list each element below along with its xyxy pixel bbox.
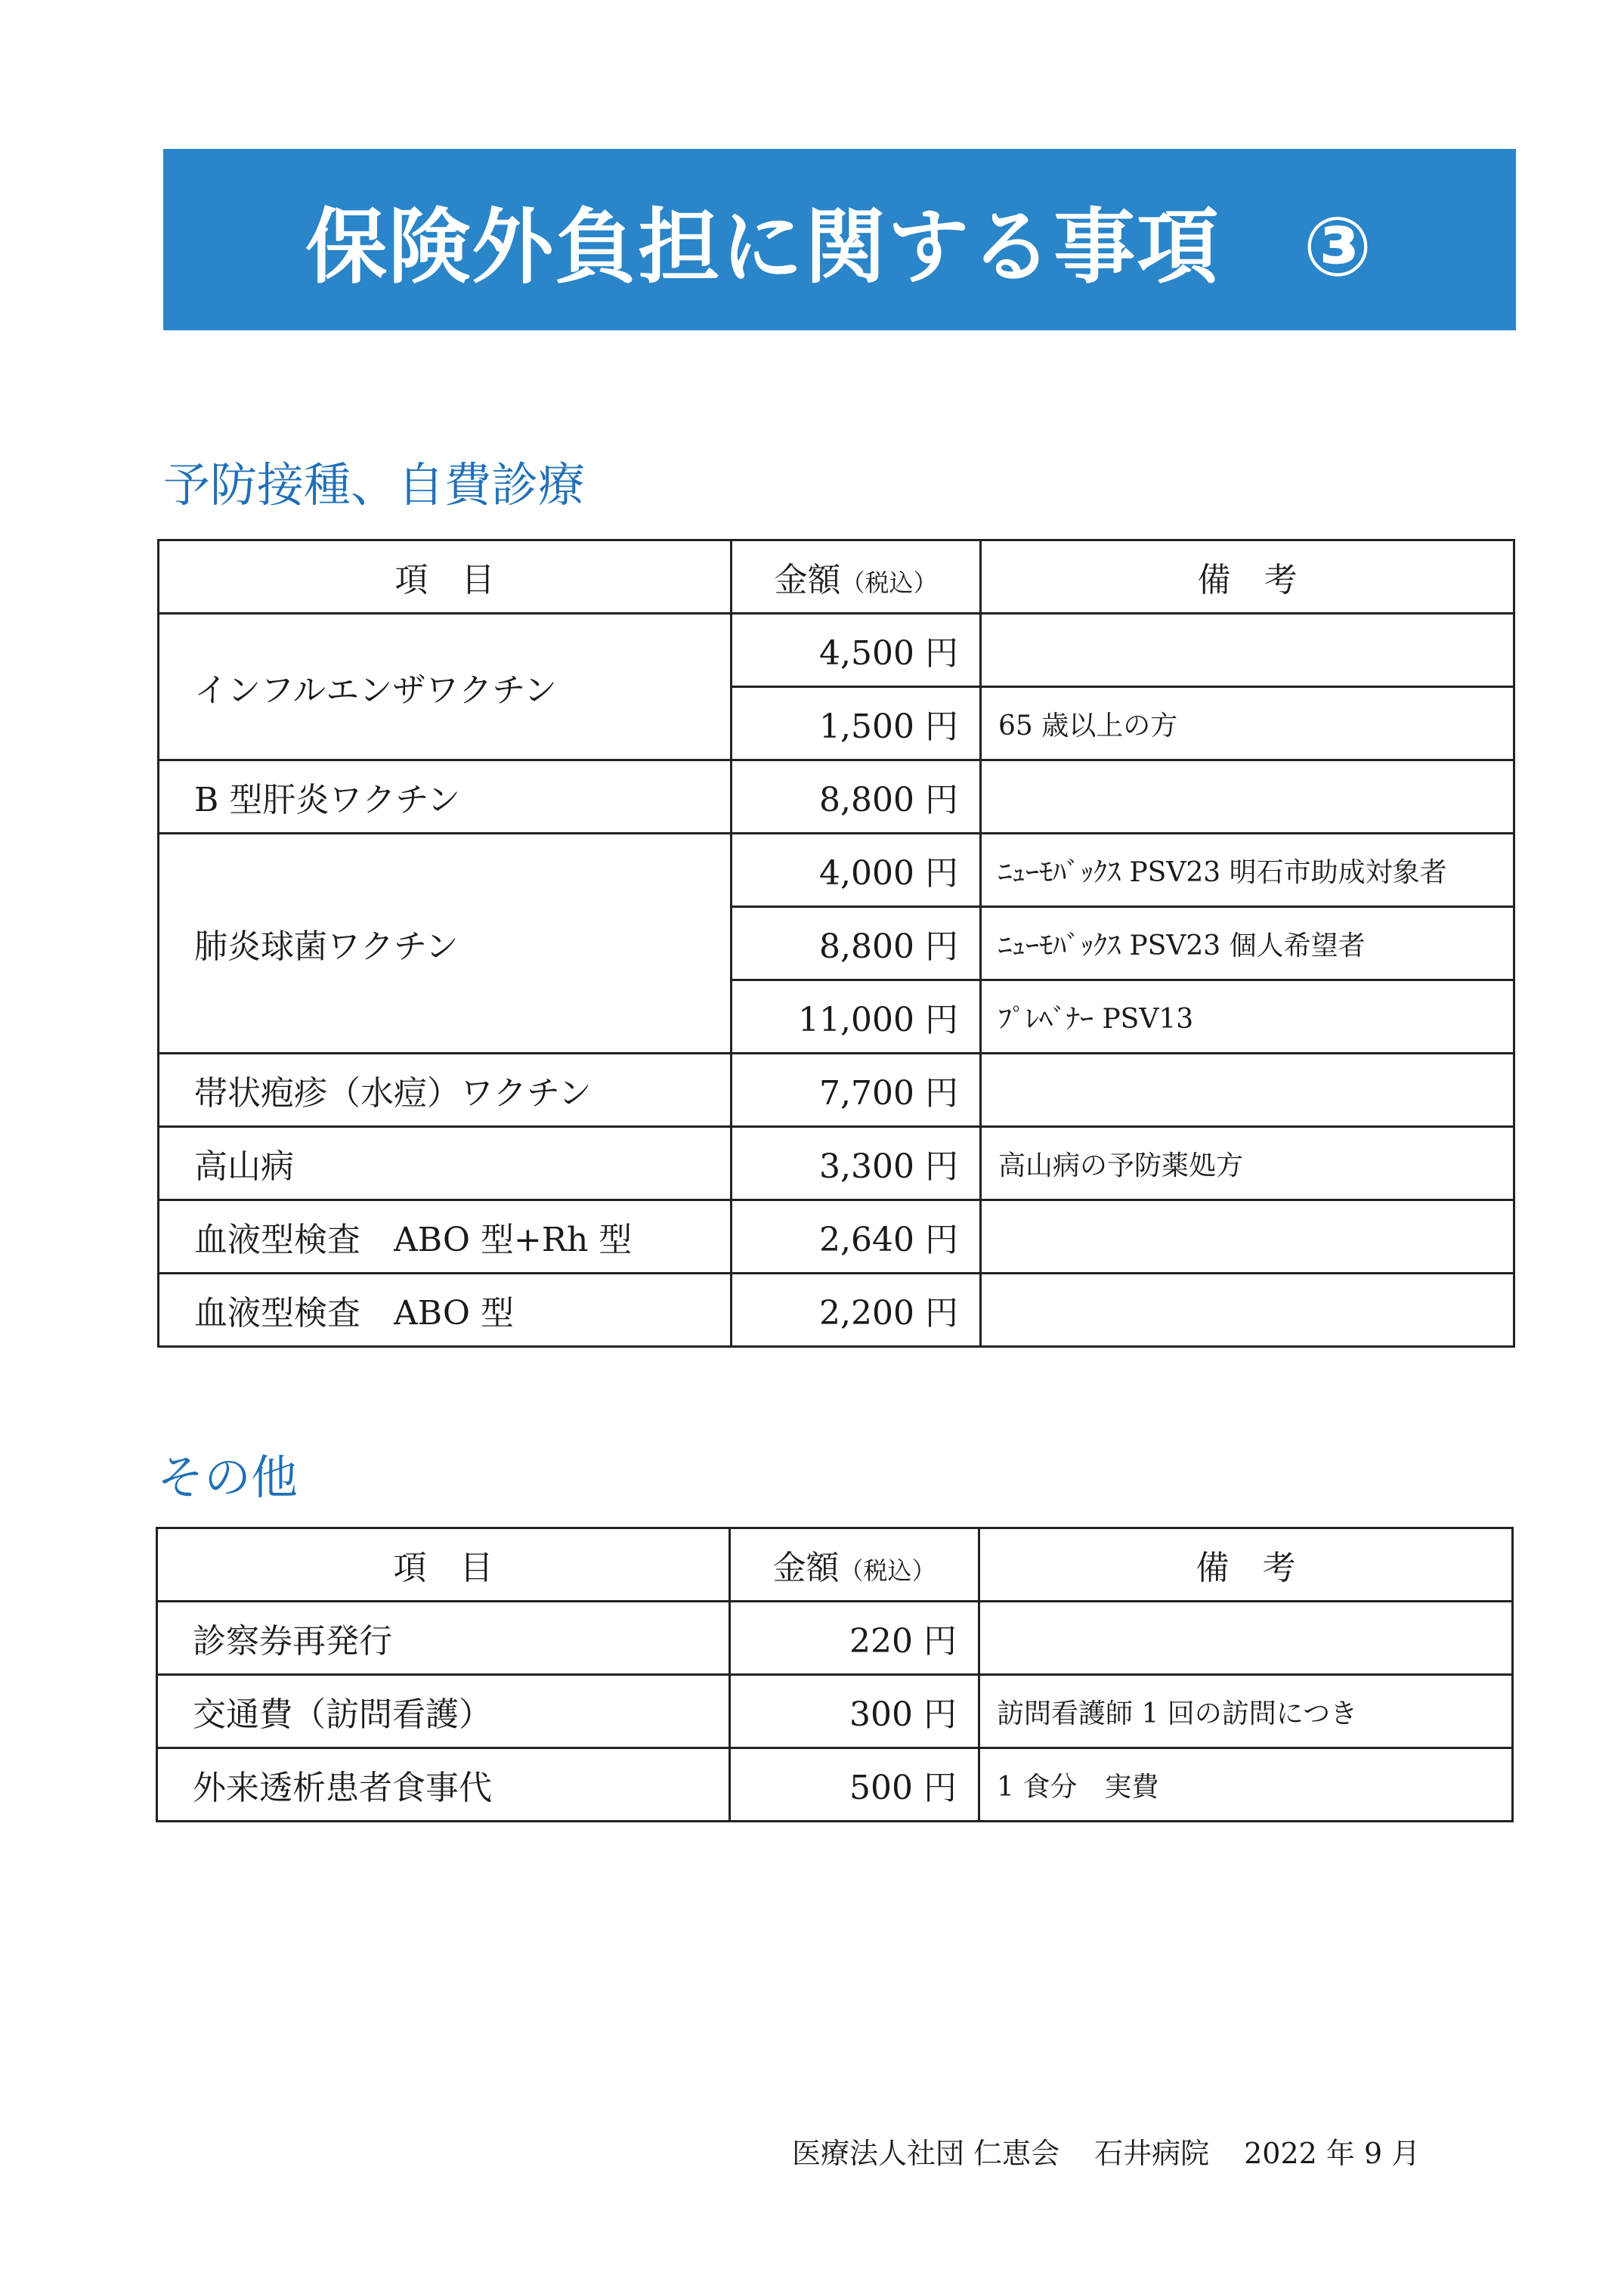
- footer-date: 2022 年 9 月: [1244, 2137, 1421, 2170]
- row-note: [981, 614, 1514, 687]
- header-item: 項 目: [159, 540, 732, 614]
- header-price: [730, 1528, 979, 1602]
- title-banner: [163, 149, 1516, 330]
- footer-hospital: 石井病院: [1094, 2137, 1210, 2170]
- row-item-name: 血液型検査 ABO 型: [159, 1274, 732, 1347]
- row-item-name: B 型肝炎ワクチン: [159, 760, 732, 834]
- row-note: 65 歳以上の方: [981, 687, 1514, 760]
- row-price: 300 円: [730, 1675, 979, 1748]
- row-item-name: 診察券再発行: [157, 1602, 730, 1675]
- row-price: 8,800 円: [732, 907, 981, 980]
- table-row: [159, 834, 1514, 907]
- row-price: 220 円: [730, 1602, 979, 1675]
- row-note: ﾆｭｰﾓﾊﾞｯｸｽ PSV23 明石市助成対象者: [981, 834, 1514, 907]
- row-note: [981, 1200, 1514, 1274]
- table-row: [159, 760, 1514, 834]
- row-note: 訪問看護師 1 回の訪問につき: [979, 1675, 1513, 1748]
- section-heading-vaccination: 予防接種、自費診療: [163, 457, 586, 512]
- header-price: [732, 540, 981, 614]
- table-row: [157, 1602, 1513, 1675]
- table-row: [159, 1274, 1514, 1347]
- table-header-row: [159, 540, 1514, 614]
- page-title-text: 保険外負担に関する事項: [305, 200, 1220, 295]
- header-note: 備 考: [979, 1528, 1513, 1602]
- row-item-name: 交通費（訪問看護）: [157, 1675, 730, 1748]
- table-row: [159, 1054, 1514, 1127]
- row-item-name: 肺炎球菌ワクチン: [159, 834, 732, 1054]
- section-heading-other: その他: [157, 1450, 299, 1505]
- row-price: 2,640 円: [732, 1200, 981, 1274]
- vaccination-fee-table: [157, 539, 1515, 1348]
- table-row: [159, 614, 1514, 687]
- row-note: [981, 760, 1514, 834]
- row-price: 8,800 円: [732, 760, 981, 834]
- other-fee-table: [156, 1527, 1514, 1822]
- table-row: [157, 1675, 1513, 1748]
- header-note: 備 考: [981, 540, 1514, 614]
- row-item-name: 高山病: [159, 1127, 732, 1200]
- page-number-badge: ③: [1303, 200, 1374, 295]
- table-body: [159, 614, 1514, 1347]
- header-item: 項 目: [157, 1528, 730, 1602]
- row-item-name: 帯状疱疹（水痘）ワクチン: [159, 1054, 732, 1127]
- row-item-name: 血液型検査 ABO 型+Rh 型: [159, 1200, 732, 1274]
- footer-org: 医療法人社団 仁恵会: [792, 2137, 1060, 2170]
- header-price-tax: （税込）: [839, 1556, 936, 1585]
- table-body: [157, 1602, 1513, 1822]
- row-price: 4,500 円: [732, 614, 981, 687]
- row-note: [981, 1054, 1514, 1127]
- row-price: 2,200 円: [732, 1274, 981, 1347]
- footer: [792, 2130, 1455, 2172]
- row-note: 高山病の予防薬処方: [981, 1127, 1514, 1200]
- row-note: [979, 1602, 1513, 1675]
- row-price: 1,500 円: [732, 687, 981, 760]
- table-row: [159, 1200, 1514, 1274]
- header-price-tax: （税込）: [840, 568, 938, 597]
- table-header-row: [157, 1528, 1513, 1602]
- header-price-label: 金額: [774, 561, 841, 599]
- row-price: 7,700 円: [732, 1054, 981, 1127]
- page-title: [305, 181, 1373, 299]
- row-item-name: インフルエンザワクチン: [159, 614, 732, 760]
- row-price: 500 円: [730, 1748, 979, 1822]
- row-item-name: 外来透析患者食事代: [157, 1748, 730, 1822]
- row-note: 1 食分 実費: [979, 1748, 1513, 1822]
- row-price: 11,000 円: [732, 980, 981, 1054]
- header-price-label: 金額: [772, 1549, 840, 1587]
- row-note: [981, 1274, 1514, 1347]
- row-note: ﾌﾟﾚﾍﾞﾅｰ PSV13: [981, 980, 1514, 1054]
- table-row: [157, 1748, 1513, 1822]
- row-note: ﾆｭｰﾓﾊﾞｯｸｽ PSV23 個人希望者: [981, 907, 1514, 980]
- row-price: 3,300 円: [732, 1127, 981, 1200]
- row-price: 4,000 円: [732, 834, 981, 907]
- table-row: [159, 1127, 1514, 1200]
